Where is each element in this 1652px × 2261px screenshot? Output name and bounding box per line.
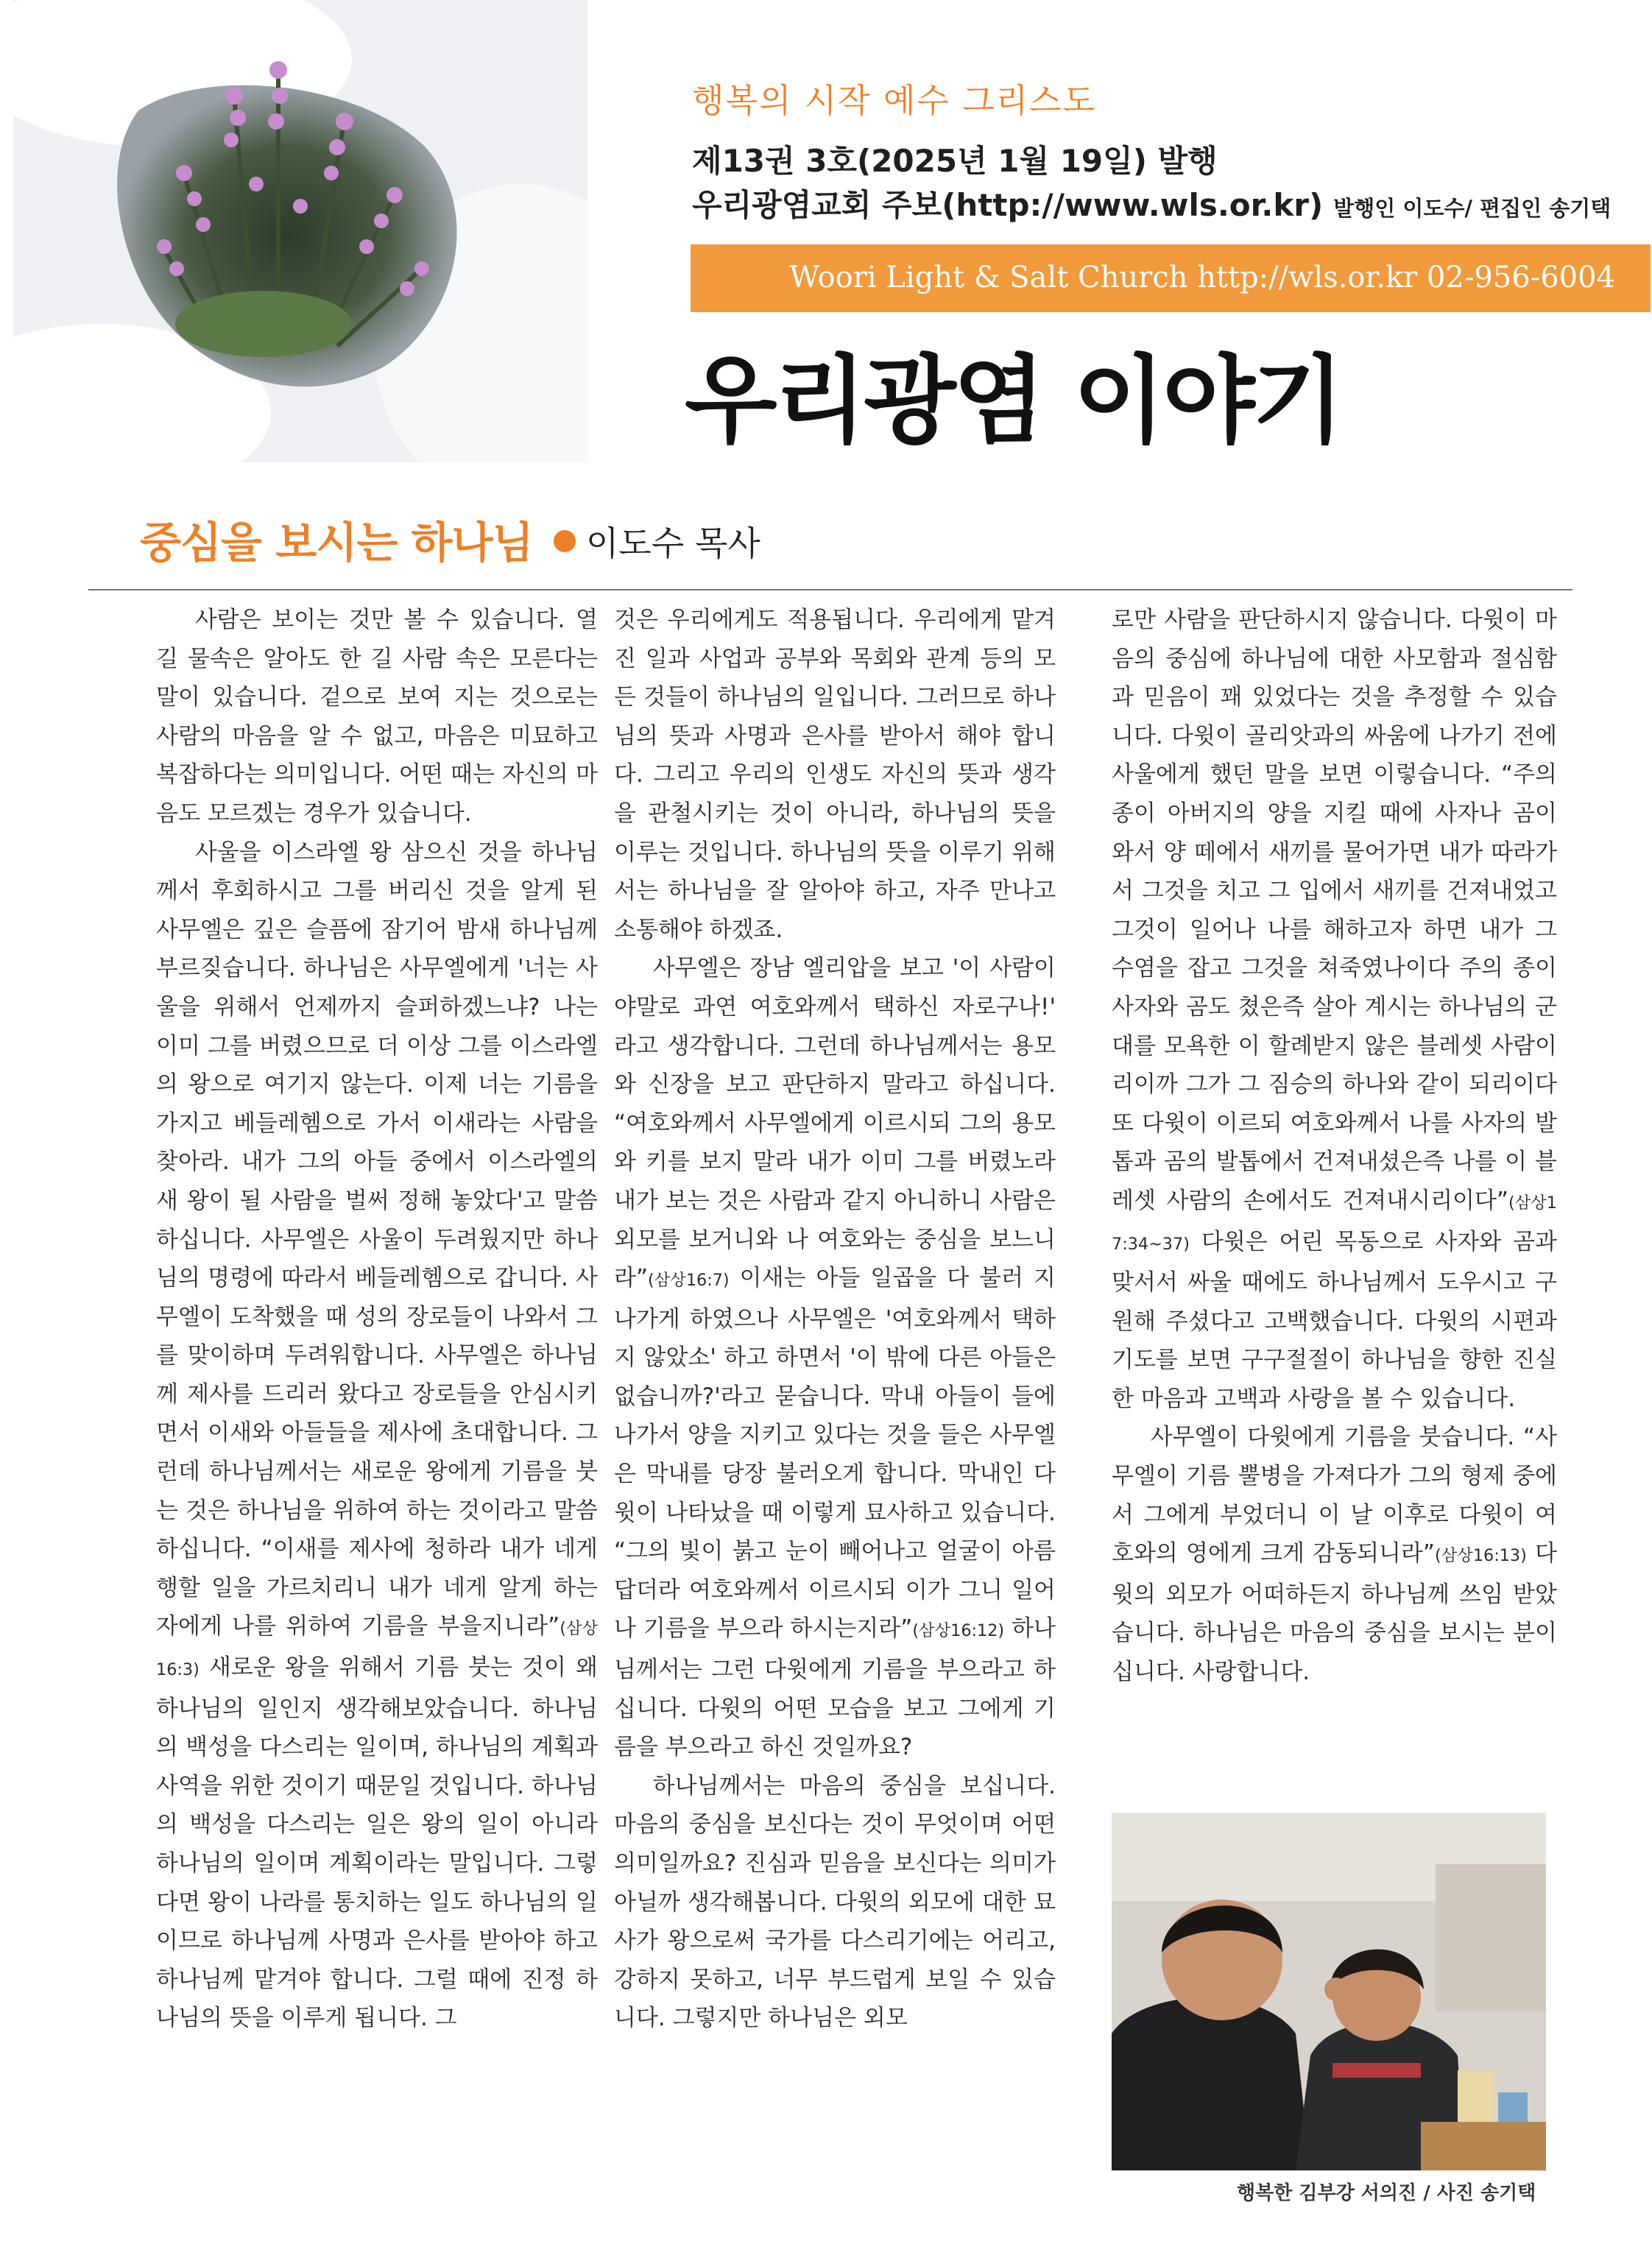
article-title: 중심을 보시는 하나님 (140, 518, 533, 568)
scripture-reference: (삼상16:7) (648, 1271, 730, 1291)
paragraph (156, 833, 598, 2038)
paragraph: 것은 우리에게도 적용됩니다. 우리에게 맡겨진 일과 사업과 공부와 목회와 관계 등의 모든 것들이 하나님의 일입니다. 그러므로 하나님의 뜻과 사명과 은사를 받아서 해야 합니다. 그리고 우리의 인생도 자신의 뜻과 생각을 관철시키는 것이 아니라, 하나님의 뜻을 이루는 것입니다. 하나님의 뜻을 이루기 위해서는 하나님을 잘 알아야 하고, 자주 만나고 소통해야 하겠죠. (614, 607, 1056, 943)
issue-info: 제13권 3호(2025년 1월 19일) 발행 (692, 143, 1218, 179)
paragraph: 하나님께서는 마음의 중심을 보십니다. 마음의 중심을 보신다는 것이 무엇이며 어떤 의미일까요? 진심과 믿음을 보신다는 의미가 아닐까 생각해봅니다. 다윗의 외모에 대한 묘사가 왕으로써 국가를 다스리기에는 어리고, 강하지 못하고, 너무 부드럽게 보일 수 있습니다. 그렇지만 하나님은 외모 (614, 1772, 1056, 2032)
paragraph-text: 이새는 아들 일곱을 다 불러 지나가게 하였으나 사무엘은 '여호와께서 택하지 않았소' 하고 하면서 '이 밖에 다른 아들은 없습니까?'라고 묻습니다. 막내 아들이 들에 나가서 양을 지키고 있다는 것을 들은 사무엘은 막내를 당장 불러오게 합니다. 막내인 다윗이 나타났을 때 이렇게 묘사하고 있습니다. “그의 빛이 붉고 눈이 빼어나고 얼굴이 아름답더라 여호와께서 이르시되 이가 그니 일어나 기름을 부으라 하시는지라” (614, 1265, 1056, 1643)
bullet-dot-icon (554, 530, 576, 552)
article-author: 이도수 목사 (586, 523, 760, 563)
paragraph-text: 새로운 왕을 위해서 기름 붓는 것이 왜 하나님의 일인지 생각해보았습니다. 하나님의 백성을 다스리는 일이며, 하나님의 계획과 사역을 위한 것이기 때문일 것입니다. 하나님의 백성을 다스리는 일은 왕의 일이 아니라 하나님의 일이며 계획이라는 말입니다. 그렇다면 왕이 나라를 통치하는 일도 하나님의 일이므로 하나님께 사명과 은사를 받아야 하고 하나님께 맡겨야 합니다. 그럴 때에 진정 하나님의 뜻을 이루게 됩니다. 그 (156, 1654, 598, 2032)
church-info (692, 181, 1611, 225)
church-name-url: 우리광염교회 주보(http://www.wls.or.kr) (692, 187, 1324, 223)
scripture-reference: (삼상17:34~37) (1112, 1193, 1557, 1254)
scripture-reference: (삼상16:13) (1435, 1546, 1527, 1566)
paragraph-text: 다윗의 외모가 어떠하든지 하나님께 쓰임 받았습니다. 하나님은 마음의 중심을 보시는 분이십니다. 사랑합니다. (1112, 1540, 1557, 1686)
cover-photo-heather-in-snow (13, 0, 587, 462)
photo-caption: 행복한 김부강 서의진 / 사진 송기택 (1237, 2182, 1536, 2204)
paragraph: 사람은 보이는 것만 볼 수 있습니다. 열 길 물속은 알아도 한 길 사람 속은 모른다는 말이 있습니다. 겉으로 보여 지는 것으로는 사람의 마음을 알 수 없고, 마음은 미묘하고 복잡하다는 의미입니다. 어떤 때는 자신의 마음도 모르겠는 경우가 있습니다. (156, 607, 598, 827)
contact-banner (691, 244, 1651, 312)
scripture-reference: (삼상16:12) (912, 1621, 1005, 1641)
two-boys-photo (1112, 1813, 1546, 2170)
article-column-1 (156, 601, 598, 2038)
paragraph-text: 다윗은 어린 목동으로 사자와 곰과 맞서서 싸울 때에도 하나님께서 도우시고 구원해 주셨다고 고백했습니다. 다윗의 시편과 기도를 보면 구구절절이 하나님을 향한 진실한 마음과 고백과 사랑을 볼 수 있습니다. (1112, 1228, 1557, 1412)
header-slogan: 행복의 시작 예수 그리스도 (692, 81, 1097, 120)
contact-banner-text: Woori Light & Salt Church http://wls.or.kr 02-956-6004 (789, 261, 1615, 294)
publisher-credits: 발행인 이도수/ 편집인 송기택 (1333, 196, 1612, 221)
boys-photo-image (1112, 1813, 1546, 2170)
paragraph-text: 사무엘은 장남 엘리압을 보고 '이 사람이야말로 과연 여호와께서 택하신 자로구나!' 라고 생각합니다. 그런데 하나님께서는 용모와 신장을 보고 판단하지 말라고 하십니다. “여호와께서 사무엘에게 이르시되 그의 용모와 키를 보지 말라 내가 이미 그를 버렸노라 내가 보는 것은 사람과 같지 아니하니 사람은 외모를 보거니와 나 여호와는 중심을 보느니라” (614, 955, 1056, 1292)
paragraph (1112, 601, 1557, 1418)
scripture-reference: (삼상16:3) (156, 1619, 598, 1680)
article-column-2 (614, 601, 1056, 2038)
divider-line (88, 589, 1572, 590)
paragraph-text: 하나님께서는 그런 다윗에게 기름을 부으라고 하십니다. 다윗의 어떤 모습을 보고 그에게 기름을 부으라고 하신 것일까요? (614, 1615, 1056, 1761)
heather-flower-image (13, 0, 587, 462)
paragraph-text: 사울을 이스라엘 왕 삼으신 것을 하나님께서 후회하시고 그를 버리신 것을 알게 된 사무엘은 깊은 슬픔에 잠기어 밤새 하나님께 부르짖습니다. 하나님은 사무엘에게 '너는 사울을 위해서 언제까지 슬퍼하겠느냐? 나는 이미 그를 버렸으므로 더 이상 그를 이스라엘의 왕으로 여기지 않는다. 이제 너는 기름을 가지고 베들레헴으로 가서 이새라는 사람을 찾아라. 내가 그의 아들 중에서 이스라엘의 새 왕이 될 사람을 벌써 정해 놓았다'고 말씀하십니다. 사무엘은 사울이 두려웠지만 하나님의 명령에 따라서 베들레헴으로 갑니다. 사무엘이 도착했을 때 성의 장로들이 나와서 그를 맞이하며 두려워합니다. 사무엘은 하나님께 제사를 드리러 왔다고 장로들을 안심시키면서 이새와 아들들을 제사에 초대합니다. 그런데 하나님께서는 새로운 왕에게 기름을 붓는 것은 하나님을 위하여 하는 것이라고 말씀하십니다. “이새를 제사에 청하라 내가 네게 행할 일을 가르치리니 내가 네게 알게 하는 자에게 나를 위하여 기름을 부을지니라” (156, 839, 598, 1640)
paragraph (614, 949, 1056, 1766)
paragraph-text: 사무엘이 다윗에게 기름을 붓습니다. “사무엘이 기름 뿔병을 가져다가 그의 형제 중에서 그에게 부었더니 이 날 이후로 다윗이 여호와의 영에게 크게 감동되니라” (1112, 1424, 1557, 1567)
newsletter-title: 우리광염 이야기 (685, 345, 1342, 456)
paragraph-text: 로만 사람을 판단하시지 않습니다. 다윗이 마음의 중심에 하나님에 대한 사모함과 절심함과 믿음이 꽤 있었다는 것을 추정할 수 있습니다. 다윗이 골리앗과의 싸움에 나가기 전에 사울에게 했던 말을 보면 이렇습니다. “주의 종이 아버지의 양을 지킬 때에 사자나 곰이 와서 양 떼에서 새끼를 물어가면 내가 따라가서 그것을 치고 그 입에서 새끼를 건져내었고 그것이 일어나 나를 해하고자 하면 내가 그 수염을 잡고 그것을 쳐죽였나이다 주의 종이 사자와 곰도 쳤은즉 살아 계시는 하나님의 군대를 모욕한 이 할례받지 않은 블레셋 사람이리이까 그가 그 짐승의 하나와 같이 되리이다 또 다윗이 이르되 여호와께서 나를 사자의 발톱과 곰의 발톱에서 건져내셨은즉 나를 이 블레셋 사람의 손에서도 건져내시리이다” (1112, 607, 1557, 1214)
paragraph (1112, 1418, 1557, 1691)
article-column-3 (1112, 601, 1557, 1692)
